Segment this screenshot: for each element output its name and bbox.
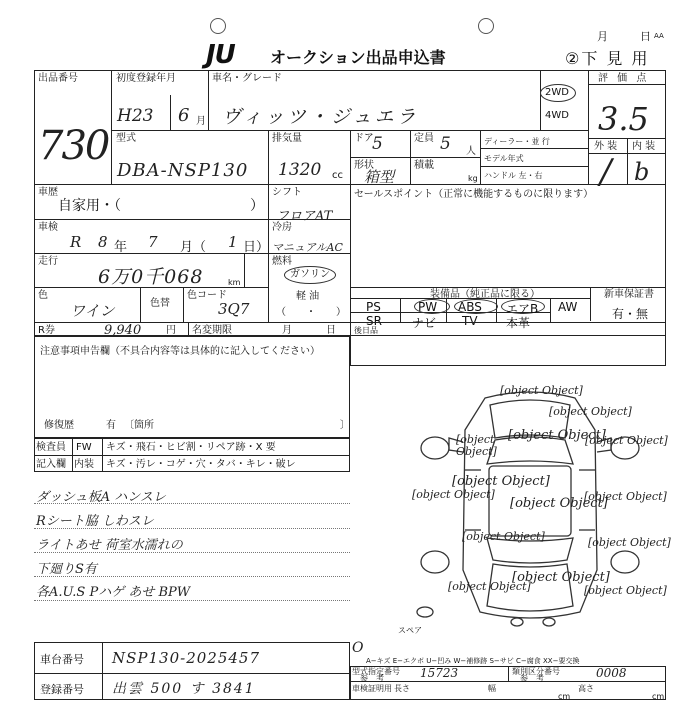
color-code-label: 色コード [187,290,227,301]
handwritten-note: Rシート脇 しわスレ [36,514,154,529]
color-label: 色 [38,290,48,301]
name-change-month: 月 [282,325,292,336]
punch-hole-right [478,18,494,34]
date-aa-label: AA [654,32,664,40]
equipment-ps: PS [366,300,381,314]
first-registration-month-unit: 月 [196,116,206,127]
rating-exterior-value: / [600,152,612,192]
damage-mark: [object Object] [585,434,668,447]
punch-hole-left [210,18,226,34]
color-change-label: 色替 [150,298,170,309]
equipment-tv: TV [462,314,478,328]
first-registration-year: H23 [117,106,154,126]
rating-label: 評 価 点 [598,73,650,84]
capacity-unit: 人 [466,146,476,157]
inspection-day-unit: 日） [243,240,270,255]
inspection-day: 1 [228,233,238,251]
length-label: 長さ [394,684,410,693]
equipment-aw: AW [558,300,578,314]
width-unit: cm [558,692,571,701]
chassis-number-value: NSP130-2025457 [112,649,260,667]
equipment-airbag: エアB [506,302,539,316]
handwritten-note: ライトあせ 荷室水濡れの [36,538,183,553]
height-label: 高さ [578,684,594,693]
history-close: ） [250,198,264,214]
model-type-value: DBA-NSP130 [117,160,249,181]
after-date-box [350,322,666,366]
registration-number-value: 出雲 500 す 3841 [112,681,256,697]
doors-label: ドア [354,133,374,144]
damage-mark: [object Object] [452,474,550,489]
damage-mark: [object Object] [549,405,632,418]
fuel-gasoline: ガソリン [290,269,330,280]
model-designation-value: 15723 [420,666,459,680]
color-value: ワイン [70,302,115,320]
shape-label: 形状 [354,160,374,171]
handwritten-note: 下廻りS有 [36,562,97,577]
inspector-label: 検査員 [36,442,66,453]
first-registration-month: 6 [178,105,190,126]
inspection-month-unit: 月（ [180,240,207,255]
inspection-label: 車検 [38,222,58,233]
inspection-era: R [70,233,82,251]
repair-history-value: 有 [106,420,116,431]
lot-number-value: 730 [38,123,109,169]
interior-check-label: 内装 [74,459,94,470]
shift-value: フロアAT [276,209,333,224]
registration-number-label: 登録番号 [40,683,84,696]
chassis-number-label: 車台番号 [40,653,84,666]
damage-mark: [object Object] [462,530,545,543]
damage-mark: [object Object] [500,384,583,397]
mileage-label: 走行 [38,256,58,267]
form-title: オークション出品申込書 [270,48,446,67]
repair-history-label: 修復歴 [44,420,74,431]
rating-value: 3.5 [598,100,649,138]
load-label: 積載 [414,160,434,171]
inspection-month: 7 [148,233,158,251]
rating-interior-label: 内 装 [632,141,656,152]
fw-label: FW [76,442,92,453]
damage-mark: [object Object] [512,570,610,585]
rating-interior-value: b [634,158,650,186]
aircon-value: マニュアルAC [272,241,343,254]
height-unit: cm [652,692,665,701]
inspection-year: 8 [98,233,108,251]
damage-mark: [object Object] [456,433,497,458]
notes-label: 注意事項申告欄（不具合内容等は具体的に記入してください） [40,346,320,357]
cert-label: 車検証明用 [352,684,392,693]
model-designation-ref: 参 考 [360,674,384,683]
sales-points-label: セールスポイント（正常に機能するものに限ります） [354,189,594,200]
date-month-label: 月 [597,30,608,43]
mileage-unit: km [228,278,241,287]
handwritten-note: 各A.U.S Pハゲ あせ BPW [36,585,191,600]
car-name-value: ヴィッツ・ジュエラ [222,106,419,128]
circle-mark: O [352,640,364,656]
damage-mark: [object Object] [510,496,608,511]
name-change-day: 日 [326,325,336,336]
width-label: 幅 [488,684,496,693]
ju-logo: JU [206,40,235,70]
interior-check-items: キズ・汚レ・コゲ・穴・タバ・キレ・破レ [106,459,296,470]
warranty-value: 有・無 [612,307,649,321]
drive-4wd: 4WD [545,110,569,121]
drive-2wd: 2WD [545,87,569,98]
fuel-paren: （ ・ ） [276,307,346,318]
fuel-label: 燃料 [272,256,292,267]
mileage-value: 6万0千068 [98,266,204,288]
damage-legend: A−キズ E−エクボ U−凹み W−補修跡 S−サビ C−腐食 XX−要交換 [366,657,580,665]
repair-place-label: 〔箇所 [124,420,154,431]
handle-label: ハンドル 左・右 [484,171,543,180]
model-year-label: モデル年式 [484,154,524,163]
copy-label: ②下 見 用 [565,49,650,68]
warranty-label: 新車保証書 [604,289,654,300]
displacement-value: 1320 [278,160,322,180]
equipment-navi: ナビ [412,316,437,330]
dealer-label: ディーラー・並 行 [484,137,550,146]
recycle-label: R券 [38,325,55,336]
category-ref: 参 考 [520,674,544,683]
load-unit: kg [468,174,478,183]
model-type-label: 型式 [116,133,136,144]
damage-mark: [object Object] [412,488,495,501]
capacity-value: 5 [440,134,451,154]
damage-mark: [object Object] [584,584,667,597]
shift-label: シフト [272,187,302,198]
damage-mark: [object Object] [584,490,667,503]
damage-mark: [object Object] [448,580,531,593]
equipment-pw: PW [418,300,438,314]
rating-exterior-label: 外 装 [594,141,618,152]
history-label: 車歴 [38,187,58,198]
car-name-label: 車名・グレード [212,73,282,84]
recycle-unit: 円 [166,325,176,336]
name-change-label: 名変期限 [192,325,232,336]
capacity-label: 定員 [414,133,434,144]
inspection-year-unit: 年 [114,240,128,255]
first-registration-label: 初度登録年月 [116,73,176,84]
handwritten-note: ダッシュ板A ハンスレ [36,490,166,505]
equipment-leather: 本革 [506,316,531,330]
category-value: 0008 [596,666,627,680]
model-designation-label: 型式指定番号 [352,667,400,676]
fw-items: キズ・飛石・ヒビ割・リペア跡・X 要 [106,442,276,453]
lot-number-label: 出品番号 [38,73,78,84]
equipment-abs: ABS [458,300,482,314]
after-date-label: 後日品 [354,326,378,335]
color-code-value: 3Q7 [218,300,250,318]
damage-mark: [object Object] [588,536,671,549]
damage-mark: [object Object] [508,428,606,443]
category-label: 類別区分番号 [512,667,560,676]
displacement-unit: cc [332,170,343,181]
equipment-sr: SR [366,314,382,328]
shape-value: 箱型 [364,168,395,186]
displacement-label: 排気量 [272,133,302,144]
fuel-diesel: 軽 油 [296,291,320,302]
inspector-entry-label: 記入欄 [36,459,66,470]
aircon-label: 冷房 [272,222,292,233]
spare-label: スペア [398,626,422,635]
repair-place-close: 〕 [340,420,350,431]
equipment-label: 装備品（純正品に限る） [430,289,540,300]
date-day-label: 日 [640,30,651,43]
recycle-value: 9,940 [104,323,142,338]
history-value: 自家用・（ [58,198,121,214]
doors-value: 5 [372,134,383,154]
